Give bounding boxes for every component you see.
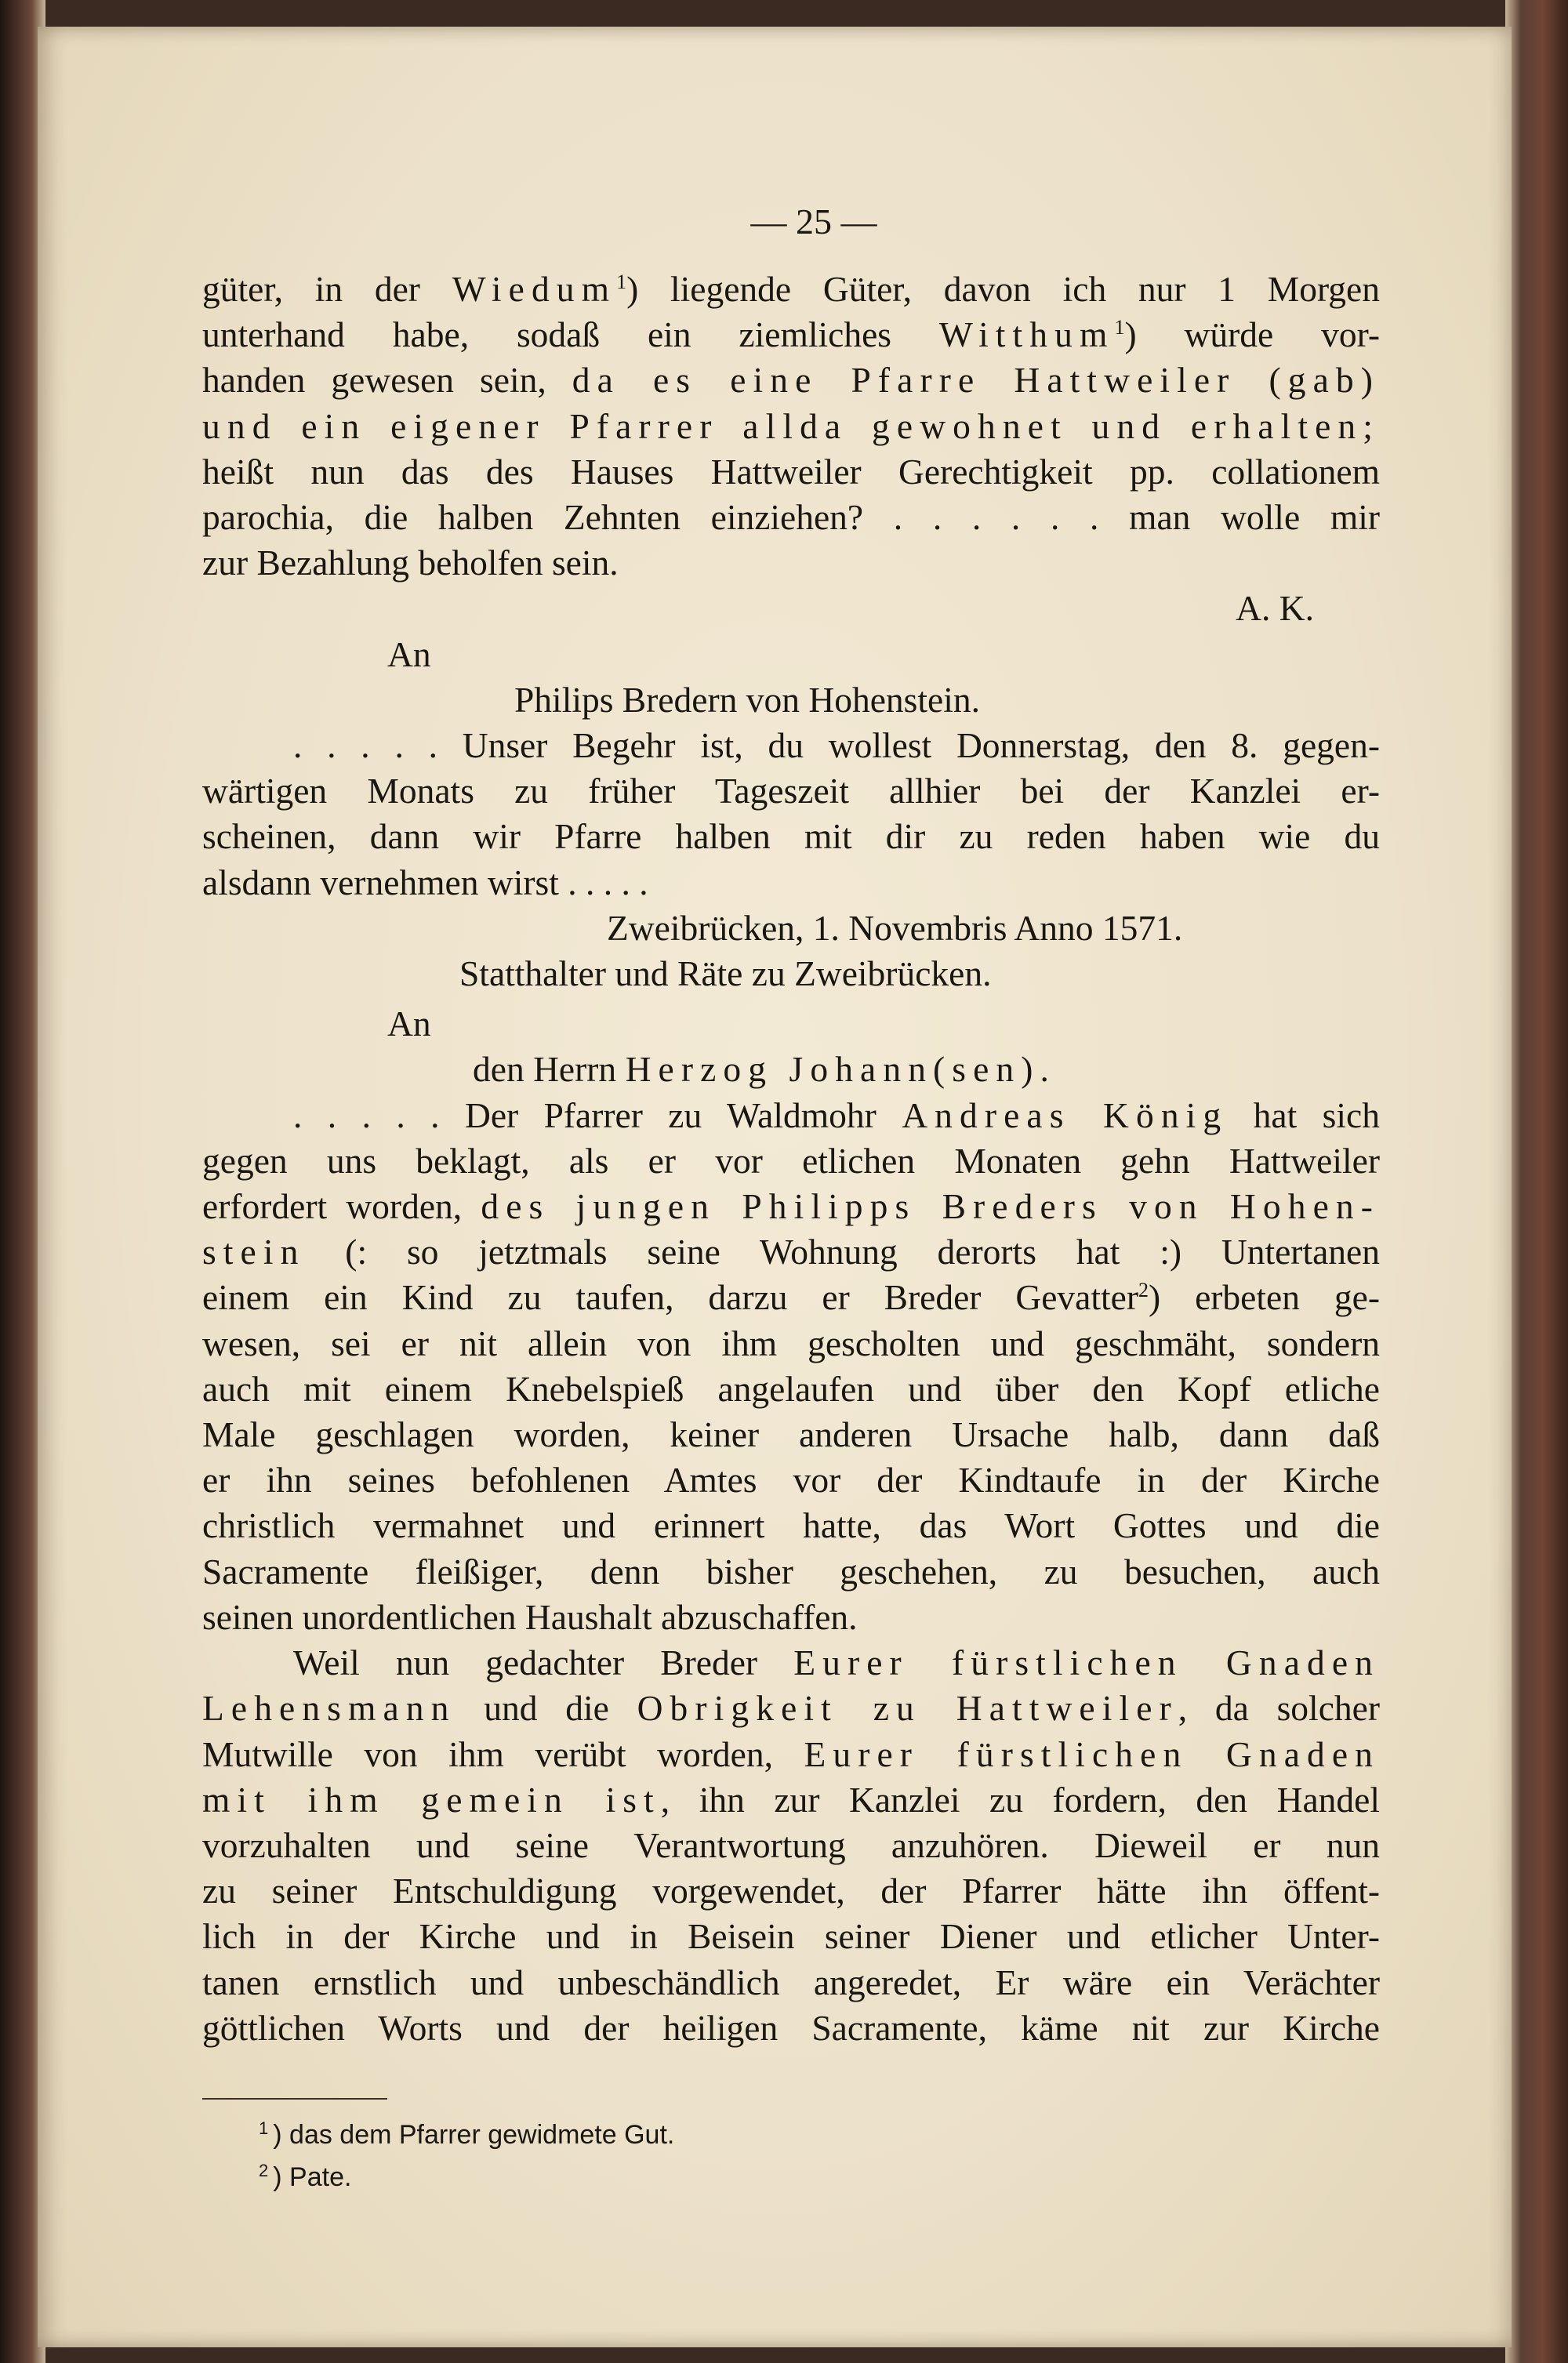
text-line: und ein eigener Pfarrer allda gewohnet und erhalten; <box>202 405 1380 446</box>
text-line: gegen uns beklagt, als er vor etlichen Monaten gehn Hattweiler <box>202 1140 1380 1181</box>
text-line: mit ihm gemein ist, ihn zur Kanzlei zu fordern, den Handel <box>202 1779 1380 1820</box>
text-line: vorzuhalten und seine Verantwortung anzuhören. Dieweil er nun <box>202 1824 1380 1865</box>
text-line: unterhand habe, sodaß ein ziemliches Witthum$^1$) würde vor- <box>202 314 1380 355</box>
address-name-2: den Herrn Herzog Johann(sen). <box>473 1049 1056 1090</box>
footnotes <box>259 2114 1200 2198</box>
text-line: Sacramente fleißiger, denn bisher geschehen, zu besuchen, auch <box>202 1551 1380 1592</box>
address-an-1: An <box>387 633 431 674</box>
text-line: parochia, die halben Zehnten einziehen? . . . . . . man wolle mir <box>202 497 1380 538</box>
text-line: Weil nun gedachter Breder Eurer fürstlichen Gnaden <box>293 1642 1380 1683</box>
signature-ak: A. K. <box>1236 588 1314 629</box>
footnote-text: Pate. <box>289 2162 352 2192</box>
page-number: — 25 — <box>750 201 877 241</box>
place-date: Zweibrücken, 1. Novembris Anno 1571. <box>607 907 1183 948</box>
text-line: alsdann vernehmen wirst . . . . . <box>202 862 648 902</box>
footnote-1: $^1$ ) das dem Pfarrer gewidmete Gut. <box>259 2118 675 2150</box>
text-line: seinen unordentlichen Haushalt abzuschaffen. <box>202 1596 858 1637</box>
text-line: göttlichen Worts und der heiligen Sacramente, käme nit zur Kirche <box>202 2007 1380 2048</box>
text-line: stein (: so jetztmals seine Wohnung derorts hat :) Untertanen <box>202 1232 1380 1272</box>
footnote-text: das dem Pfarrer gewidmete Gut. <box>289 2120 675 2150</box>
text-line: . . . . . Unser Begehr ist, du wollest Donnerstag, den 8. gegen- <box>293 725 1380 766</box>
text-line: lich in der Kirche und in Beisein seiner Diener und etlicher Unter- <box>202 1916 1380 1957</box>
footnote-mark: 2 <box>259 2161 269 2180</box>
text-line: wesen, sei er nit allein von ihm gescholten und geschmäht, sondern <box>202 1323 1380 1363</box>
text-line: handen gewesen sein, da es eine Pfarre Hattweiler (gab) <box>202 360 1380 401</box>
text-line: zur Bezahlung beholfen sein. <box>202 543 619 583</box>
text-line: zu seiner Entschuldigung vorgewendet, der Pfarrer hätte ihn öffent- <box>202 1871 1380 1911</box>
address-an-2: An <box>387 1004 431 1044</box>
text-line: scheinen, dann wir Pfarre halben mit dir zu reden haben wie du <box>202 816 1380 857</box>
book-edge-right <box>1505 0 1568 2363</box>
text-line: Male geschlagen worden, keiner anderen Ursache halb, dann daß <box>202 1414 1380 1455</box>
footnote-2: $^2$ ) Pate. <box>259 2161 352 2192</box>
text-line: Lehensmann und die Obrigkeit zu Hattweiler, da solcher <box>202 1688 1380 1729</box>
text-line: Mutwille von ihm verübt worden, Eurer fürstlichen Gnaden <box>202 1733 1380 1774</box>
text-line: wärtigen Monats zu früher Tageszeit allhier bei der Kanzlei er- <box>202 771 1380 811</box>
text-line: güter, in der Wiedum$^1$) liegende Güter, davon ich nur 1 Morgen <box>202 269 1380 309</box>
text-line: tanen ernstlich und unbeschändlich angeredet, Er wäre ein Verächter <box>202 1962 1380 2002</box>
text-line: heißt nun das des Hauses Hattweiler Gerechtigkeit pp. collationem <box>202 451 1380 492</box>
address-name-1: Philips Bredern von Hohenstein. <box>514 679 980 720</box>
footnote-rule <box>202 2098 387 2100</box>
signature-council: Statthalter und Räte zu Zweibrücken. <box>459 953 992 994</box>
text-line: erfordert worden, des jungen Philipps Breders von Hohen- <box>202 1186 1380 1227</box>
text-line: . . . . . Der Pfarrer zu Waldmohr Andreas König hat sich <box>293 1094 1380 1135</box>
text-line: christlich vermahnet und erinnert hatte, das Wort Gottes und die <box>202 1505 1380 1546</box>
footnote-mark: 1 <box>259 2118 269 2138</box>
text-line: auch mit einem Knebelspieß angelaufen und über den Kopf etliche <box>202 1368 1380 1409</box>
text-line: er ihn seines befohlenen Amtes vor der Kindtaufe in der Kirche <box>202 1460 1380 1501</box>
body-text <box>202 267 1380 2051</box>
text-line: einem ein Kind zu taufen, darzu er Breder Gevatter$^2$) erbeten ge- <box>202 1277 1380 1318</box>
